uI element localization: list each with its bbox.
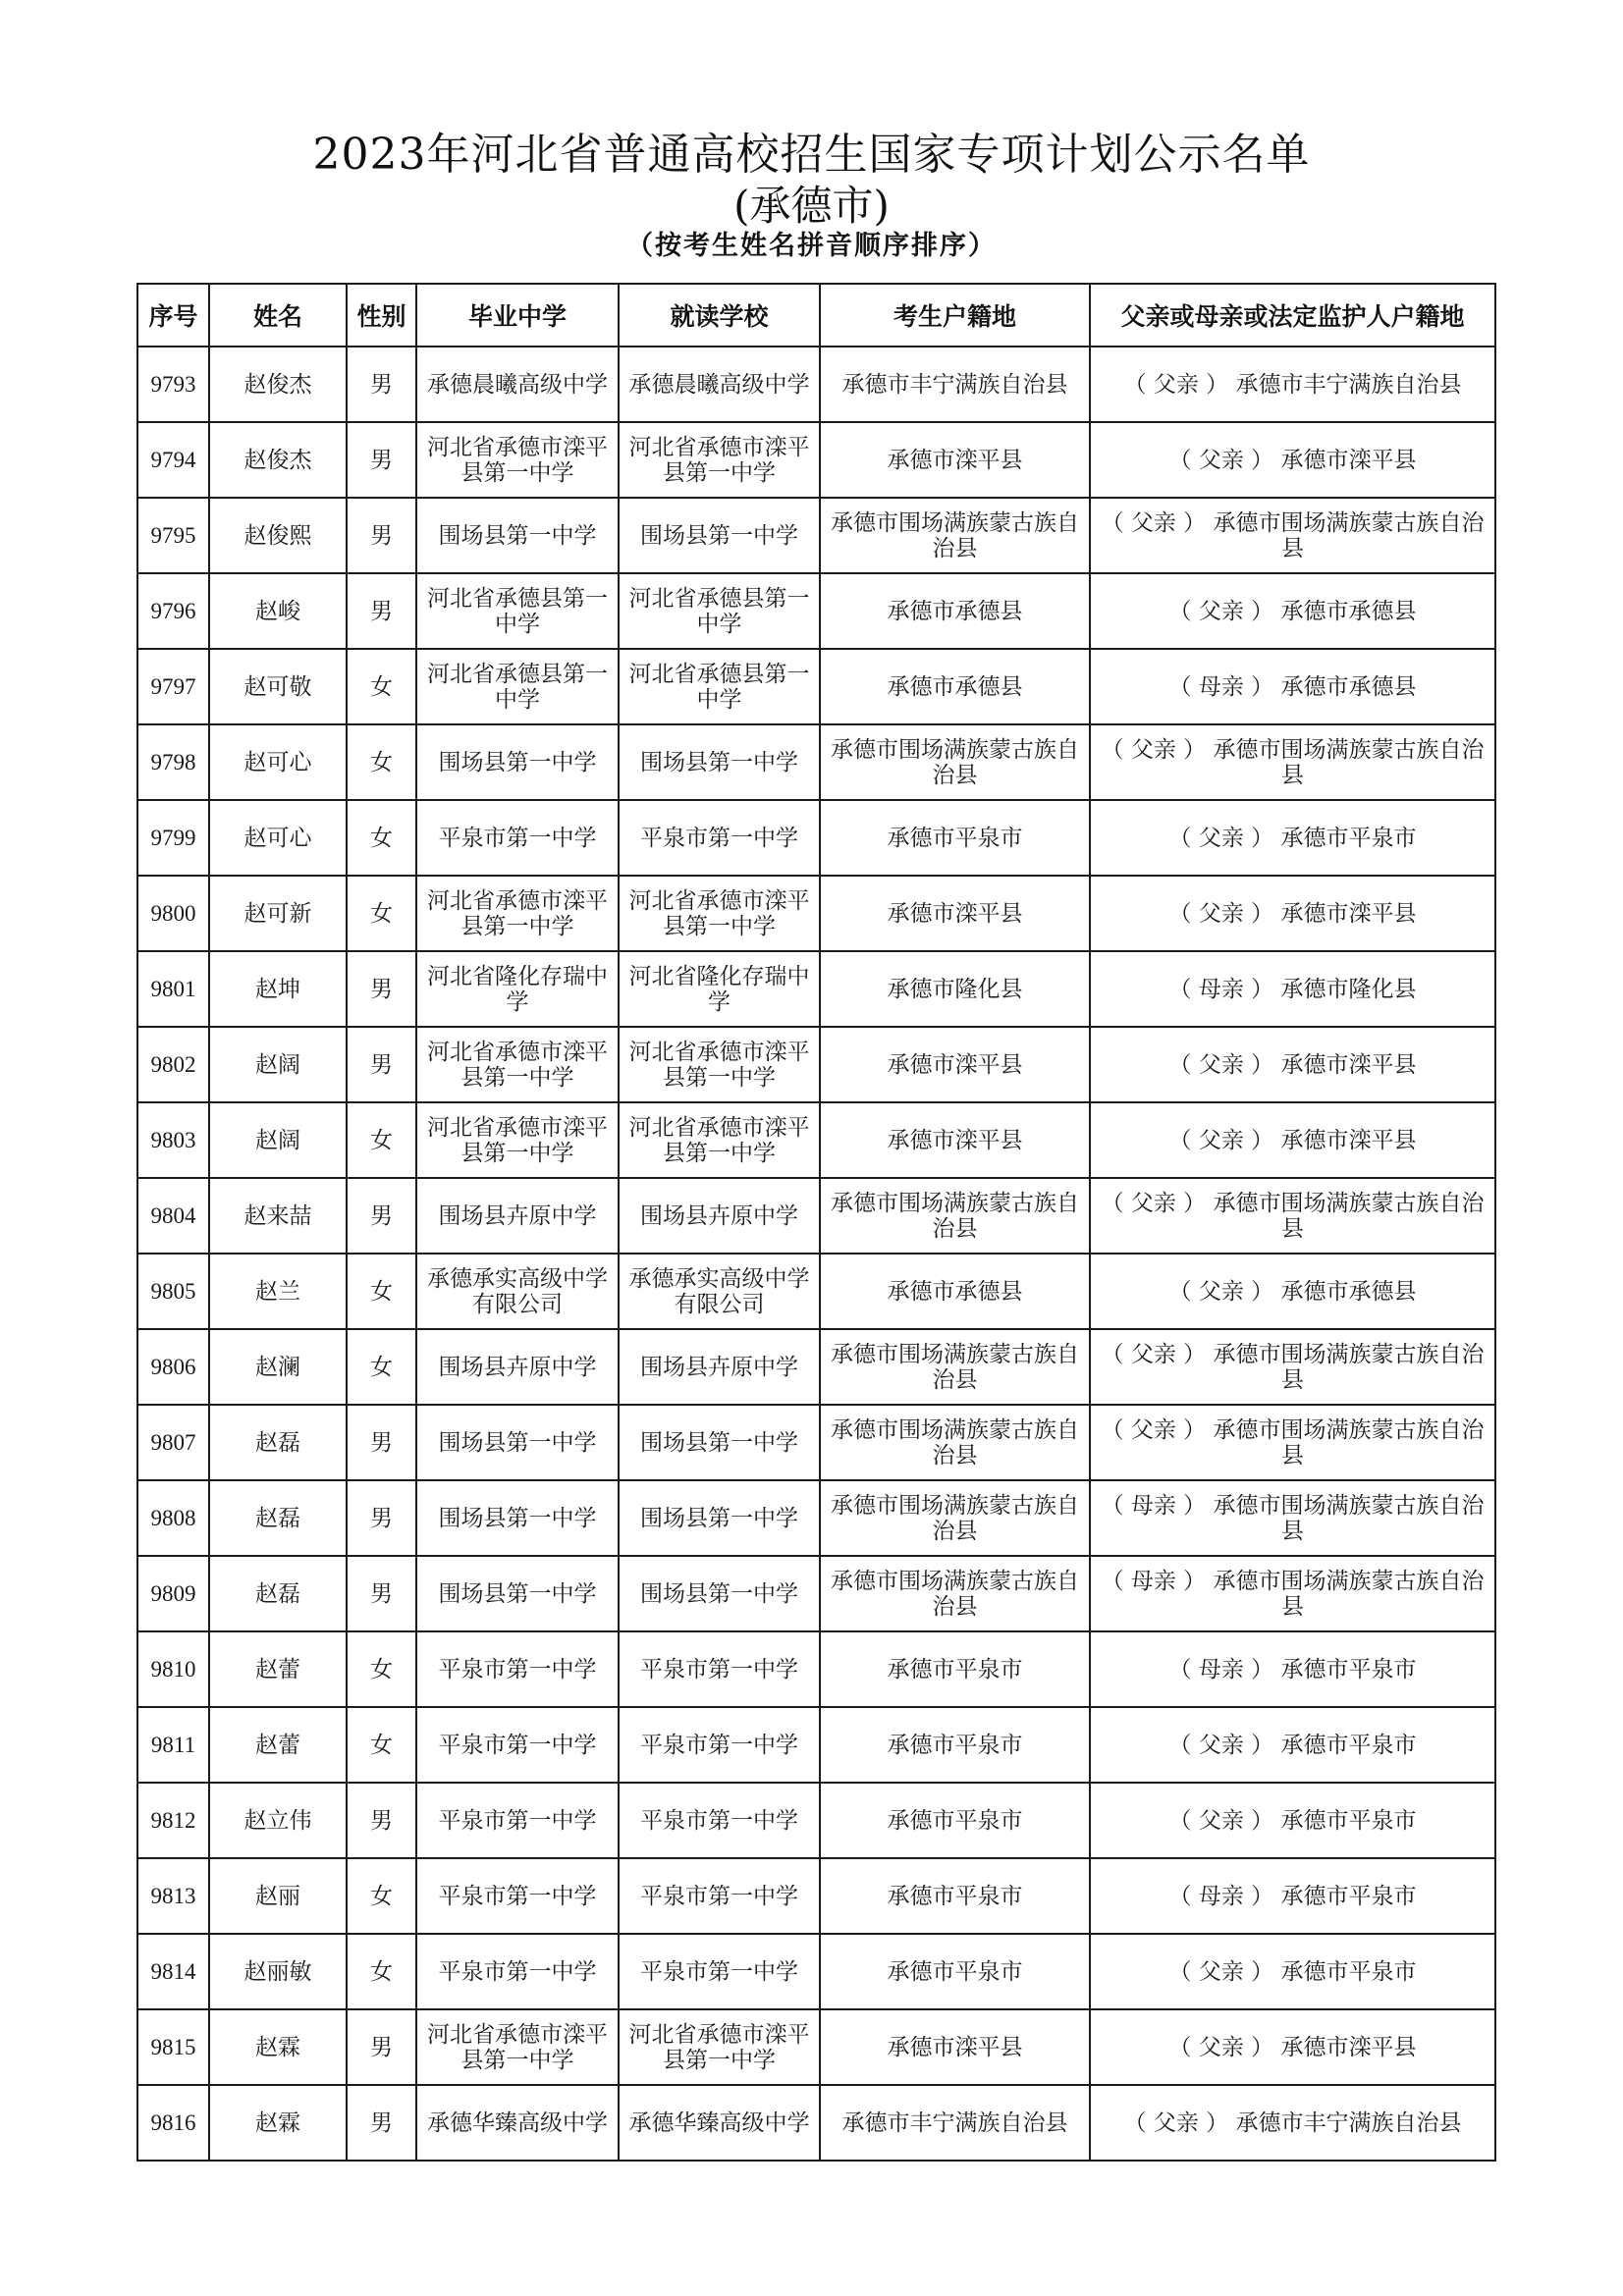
cell-grad-school: 围场县第一中学 — [416, 1556, 619, 1631]
cell-grad-school: 河北省承德市滦平县第一中学 — [416, 2009, 619, 2085]
cell-study-school: 河北省隆化存瑞中学 — [619, 951, 820, 1027]
cell-study-school: 围场县卉原中学 — [619, 1329, 820, 1405]
cell-seq: 9807 — [137, 1405, 209, 1480]
cell-seq: 9797 — [137, 649, 209, 724]
cell-name: 赵霖 — [209, 2085, 347, 2161]
table-row — [137, 1254, 1495, 1329]
cell-hukou: 承德市平泉市 — [820, 800, 1090, 876]
cell-grad-school: 围场县第一中学 — [416, 1405, 619, 1480]
cell-seq: 9805 — [137, 1254, 209, 1329]
cell-study-school: 河北省承德县第一中学 — [619, 649, 820, 724]
cell-study-school: 围场县第一中学 — [619, 1480, 820, 1556]
cell-grad-school: 围场县第一中学 — [416, 498, 619, 573]
table-row — [137, 800, 1495, 876]
cell-guardian-hukou: （ 父亲 ） 承德市滦平县 — [1090, 2009, 1495, 2085]
table-row — [137, 876, 1495, 951]
table-row — [137, 1631, 1495, 1707]
sort-note: （按考生姓名拼音顺序排序） — [626, 231, 997, 261]
table-row — [137, 347, 1495, 422]
cell-gender: 女 — [347, 1254, 416, 1329]
cell-gender: 女 — [347, 1707, 416, 1783]
cell-name: 赵丽敏 — [209, 1934, 347, 2009]
cell-hukou: 承德市围场满族蒙古族自治县 — [820, 1405, 1090, 1480]
cell-grad-school: 河北省承德市滦平县第一中学 — [416, 1027, 619, 1102]
cell-guardian-hukou: （ 父亲 ） 承德市围场满族蒙古族自治县 — [1090, 1329, 1495, 1405]
table-row — [137, 1556, 1495, 1631]
table-row — [137, 573, 1495, 649]
cell-grad-school: 平泉市第一中学 — [416, 800, 619, 876]
table-body — [137, 347, 1495, 2161]
cell-name: 赵可心 — [209, 800, 347, 876]
cell-study-school: 围场县卉原中学 — [619, 1178, 820, 1254]
cell-gender: 男 — [347, 422, 416, 498]
cell-study-school: 河北省承德市滦平县第一中学 — [619, 2009, 820, 2085]
cell-name: 赵磊 — [209, 1480, 347, 1556]
table-row — [137, 951, 1495, 1027]
cell-seq: 9811 — [137, 1707, 209, 1783]
cell-name: 赵澜 — [209, 1329, 347, 1405]
cell-seq: 9802 — [137, 1027, 209, 1102]
cell-study-school: 围场县第一中学 — [619, 498, 820, 573]
cell-guardian-hukou: （ 父亲 ） 承德市丰宁满族自治县 — [1090, 347, 1495, 422]
cell-gender: 女 — [347, 1631, 416, 1707]
cell-hukou: 承德市滦平县 — [820, 1027, 1090, 1102]
cell-hukou: 承德市平泉市 — [820, 1934, 1090, 2009]
cell-study-school: 平泉市第一中学 — [619, 1783, 820, 1858]
cell-seq: 9808 — [137, 1480, 209, 1556]
cell-name: 赵蕾 — [209, 1707, 347, 1783]
cell-grad-school: 承德承实高级中学有限公司 — [416, 1254, 619, 1329]
table-row — [137, 1027, 1495, 1102]
cell-grad-school: 承德华臻高级中学 — [416, 2085, 619, 2161]
cell-guardian-hukou: （ 父亲 ） 承德市围场满族蒙古族自治县 — [1090, 1405, 1495, 1480]
cell-hukou: 承德市围场满族蒙古族自治县 — [820, 1178, 1090, 1254]
table-row — [137, 724, 1495, 800]
cell-seq: 9814 — [137, 1934, 209, 2009]
cell-guardian-hukou: （ 父亲 ） 承德市围场满族蒙古族自治县 — [1090, 724, 1495, 800]
cell-name: 赵可敬 — [209, 649, 347, 724]
cell-hukou: 承德市滦平县 — [820, 422, 1090, 498]
cell-gender: 男 — [347, 1405, 416, 1480]
cell-guardian-hukou: （ 父亲 ） 承德市平泉市 — [1090, 1934, 1495, 2009]
cell-grad-school: 围场县卉原中学 — [416, 1178, 619, 1254]
cell-gender: 女 — [347, 1934, 416, 2009]
cell-study-school: 平泉市第一中学 — [619, 1934, 820, 2009]
cell-name: 赵俊杰 — [209, 422, 347, 498]
page-title: 2023年河北省普通高校招生国家专项计划公示名单 — [312, 130, 1311, 180]
cell-grad-school: 平泉市第一中学 — [416, 1783, 619, 1858]
cell-grad-school: 围场县第一中学 — [416, 724, 619, 800]
cell-hukou: 承德市围场满族蒙古族自治县 — [820, 498, 1090, 573]
cell-hukou: 承德市平泉市 — [820, 1858, 1090, 1934]
cell-seq: 9806 — [137, 1329, 209, 1405]
cell-grad-school: 河北省承德县第一中学 — [416, 649, 619, 724]
table-row — [137, 1405, 1495, 1480]
table-row — [137, 1783, 1495, 1858]
cell-hukou: 承德市承德县 — [820, 573, 1090, 649]
cell-name: 赵霖 — [209, 2009, 347, 2085]
cell-hukou: 承德市滦平县 — [820, 2009, 1090, 2085]
cell-name: 赵丽 — [209, 1858, 347, 1934]
column-header-grad-school: 毕业中学 — [416, 284, 619, 347]
cell-grad-school: 承德晨曦高级中学 — [416, 347, 619, 422]
cell-grad-school: 河北省承德市滦平县第一中学 — [416, 1102, 619, 1178]
cell-seq: 9799 — [137, 800, 209, 876]
cell-seq: 9794 — [137, 422, 209, 498]
cell-hukou: 承德市平泉市 — [820, 1631, 1090, 1707]
cell-hukou: 承德市滦平县 — [820, 1102, 1090, 1178]
cell-study-school: 平泉市第一中学 — [619, 800, 820, 876]
cell-name: 赵磊 — [209, 1556, 347, 1631]
cell-hukou: 承德市滦平县 — [820, 876, 1090, 951]
cell-grad-school: 平泉市第一中学 — [416, 1631, 619, 1707]
column-header-hukou: 考生户籍地 — [820, 284, 1090, 347]
cell-name: 赵蕾 — [209, 1631, 347, 1707]
cell-name: 赵兰 — [209, 1254, 347, 1329]
table-row — [137, 649, 1495, 724]
cell-guardian-hukou: （ 母亲 ） 承德市承德县 — [1090, 649, 1495, 724]
cell-name: 赵立伟 — [209, 1783, 347, 1858]
cell-guardian-hukou: （ 母亲 ） 承德市围场满族蒙古族自治县 — [1090, 1556, 1495, 1631]
cell-study-school: 围场县第一中学 — [619, 724, 820, 800]
cell-gender: 女 — [347, 1329, 416, 1405]
column-header-guardian-hukou: 父亲或母亲或法定监护人户籍地 — [1090, 284, 1495, 347]
cell-grad-school: 平泉市第一中学 — [416, 1858, 619, 1934]
cell-gender: 男 — [347, 498, 416, 573]
cell-gender: 女 — [347, 800, 416, 876]
cell-hukou: 承德市平泉市 — [820, 1783, 1090, 1858]
cell-seq: 9804 — [137, 1178, 209, 1254]
cell-guardian-hukou: （ 父亲 ） 承德市滦平县 — [1090, 876, 1495, 951]
cell-name: 赵磊 — [209, 1405, 347, 1480]
cell-grad-school: 河北省承德县第一中学 — [416, 573, 619, 649]
cell-grad-school: 围场县卉原中学 — [416, 1329, 619, 1405]
cell-gender: 男 — [347, 951, 416, 1027]
cell-study-school: 河北省承德市滦平县第一中学 — [619, 1102, 820, 1178]
cell-guardian-hukou: （ 父亲 ） 承德市平泉市 — [1090, 1707, 1495, 1783]
cell-name: 赵阔 — [209, 1102, 347, 1178]
cell-guardian-hukou: （ 父亲 ） 承德市滦平县 — [1090, 422, 1495, 498]
cell-study-school: 河北省承德市滦平县第一中学 — [619, 1027, 820, 1102]
cell-seq: 9796 — [137, 573, 209, 649]
cell-hukou: 承德市丰宁满族自治县 — [820, 347, 1090, 422]
table-row — [137, 422, 1495, 498]
cell-guardian-hukou: （ 母亲 ） 承德市平泉市 — [1090, 1858, 1495, 1934]
cell-seq: 9793 — [137, 347, 209, 422]
table-row — [137, 1329, 1495, 1405]
cell-study-school: 承德承实高级中学有限公司 — [619, 1254, 820, 1329]
cell-name: 赵可新 — [209, 876, 347, 951]
cell-hukou: 承德市平泉市 — [820, 1707, 1090, 1783]
table-row — [137, 1858, 1495, 1934]
cell-gender: 男 — [347, 2085, 416, 2161]
cell-name: 赵峻 — [209, 573, 347, 649]
cell-grad-school: 围场县第一中学 — [416, 1480, 619, 1556]
table-row — [137, 2085, 1495, 2161]
city-subtitle: (承德市) — [733, 182, 890, 230]
table-row — [137, 2009, 1495, 2085]
cell-seq: 9809 — [137, 1556, 209, 1631]
cell-guardian-hukou: （ 父亲 ） 承德市承德县 — [1090, 573, 1495, 649]
cell-gender: 男 — [347, 1027, 416, 1102]
cell-seq: 9810 — [137, 1631, 209, 1707]
cell-grad-school: 河北省承德市滦平县第一中学 — [416, 876, 619, 951]
cell-seq: 9801 — [137, 951, 209, 1027]
cell-study-school: 承德华臻高级中学 — [619, 2085, 820, 2161]
cell-guardian-hukou: （ 父亲 ） 承德市平泉市 — [1090, 800, 1495, 876]
cell-gender: 男 — [347, 1178, 416, 1254]
cell-guardian-hukou: （ 母亲 ） 承德市围场满族蒙古族自治县 — [1090, 1480, 1495, 1556]
cell-gender: 女 — [347, 724, 416, 800]
table-row — [137, 1178, 1495, 1254]
cell-seq: 9800 — [137, 876, 209, 951]
cell-study-school: 围场县第一中学 — [619, 1405, 820, 1480]
table-row — [137, 1102, 1495, 1178]
roster-table — [136, 283, 1496, 2162]
cell-grad-school: 平泉市第一中学 — [416, 1707, 619, 1783]
cell-hukou: 承德市围场满族蒙古族自治县 — [820, 724, 1090, 800]
cell-guardian-hukou: （ 父亲 ） 承德市丰宁满族自治县 — [1090, 2085, 1495, 2161]
cell-gender: 女 — [347, 876, 416, 951]
cell-study-school: 平泉市第一中学 — [619, 1631, 820, 1707]
cell-hukou: 承德市围场满族蒙古族自治县 — [820, 1556, 1090, 1631]
cell-seq: 9813 — [137, 1858, 209, 1934]
column-header-study-school: 就读学校 — [619, 284, 820, 347]
cell-gender: 男 — [347, 1556, 416, 1631]
table-row — [137, 1480, 1495, 1556]
cell-guardian-hukou: （ 父亲 ） 承德市滦平县 — [1090, 1102, 1495, 1178]
cell-seq: 9798 — [137, 724, 209, 800]
cell-hukou: 承德市承德县 — [820, 649, 1090, 724]
cell-hukou: 承德市围场满族蒙古族自治县 — [820, 1480, 1090, 1556]
cell-gender: 女 — [347, 649, 416, 724]
cell-study-school: 平泉市第一中学 — [619, 1858, 820, 1934]
cell-gender: 男 — [347, 2009, 416, 2085]
column-header-name: 姓名 — [209, 284, 347, 347]
cell-guardian-hukou: （ 父亲 ） 承德市承德县 — [1090, 1254, 1495, 1329]
cell-seq: 9816 — [137, 2085, 209, 2161]
cell-seq: 9803 — [137, 1102, 209, 1178]
column-header-gender: 性别 — [347, 284, 416, 347]
cell-guardian-hukou: （ 母亲 ） 承德市隆化县 — [1090, 951, 1495, 1027]
cell-seq: 9815 — [137, 2009, 209, 2085]
cell-hukou: 承德市隆化县 — [820, 951, 1090, 1027]
cell-name: 赵阔 — [209, 1027, 347, 1102]
cell-study-school: 河北省承德县第一中学 — [619, 573, 820, 649]
cell-guardian-hukou: （ 父亲 ） 承德市围场满族蒙古族自治县 — [1090, 498, 1495, 573]
table-header-row — [137, 284, 1495, 347]
cell-name: 赵俊熙 — [209, 498, 347, 573]
cell-gender: 女 — [347, 1102, 416, 1178]
cell-grad-school: 河北省承德市滦平县第一中学 — [416, 422, 619, 498]
cell-study-school: 平泉市第一中学 — [619, 1707, 820, 1783]
cell-gender: 男 — [347, 1480, 416, 1556]
cell-seq: 9795 — [137, 498, 209, 573]
table-row — [137, 1934, 1495, 2009]
cell-study-school: 围场县第一中学 — [619, 1556, 820, 1631]
cell-guardian-hukou: （ 父亲 ） 承德市平泉市 — [1090, 1783, 1495, 1858]
cell-study-school: 河北省承德市滦平县第一中学 — [619, 422, 820, 498]
cell-name: 赵坤 — [209, 951, 347, 1027]
cell-guardian-hukou: （ 母亲 ） 承德市平泉市 — [1090, 1631, 1495, 1707]
cell-gender: 男 — [347, 1783, 416, 1858]
cell-hukou: 承德市围场满族蒙古族自治县 — [820, 1329, 1090, 1405]
cell-grad-school: 河北省隆化存瑞中学 — [416, 951, 619, 1027]
cell-guardian-hukou: （ 父亲 ） 承德市围场满族蒙古族自治县 — [1090, 1178, 1495, 1254]
table-row — [137, 1707, 1495, 1783]
cell-hukou: 承德市丰宁满族自治县 — [820, 2085, 1090, 2161]
cell-grad-school: 平泉市第一中学 — [416, 1934, 619, 2009]
cell-name: 赵可心 — [209, 724, 347, 800]
cell-study-school: 河北省承德市滦平县第一中学 — [619, 876, 820, 951]
cell-study-school: 承德晨曦高级中学 — [619, 347, 820, 422]
cell-name: 赵来喆 — [209, 1178, 347, 1254]
cell-guardian-hukou: （ 父亲 ） 承德市滦平县 — [1090, 1027, 1495, 1102]
cell-gender: 男 — [347, 573, 416, 649]
cell-hukou: 承德市承德县 — [820, 1254, 1090, 1329]
column-header-seq: 序号 — [137, 284, 209, 347]
cell-gender: 女 — [347, 1858, 416, 1934]
cell-seq: 9812 — [137, 1783, 209, 1858]
table-row — [137, 498, 1495, 573]
cell-name: 赵俊杰 — [209, 347, 347, 422]
cell-gender: 男 — [347, 347, 416, 422]
